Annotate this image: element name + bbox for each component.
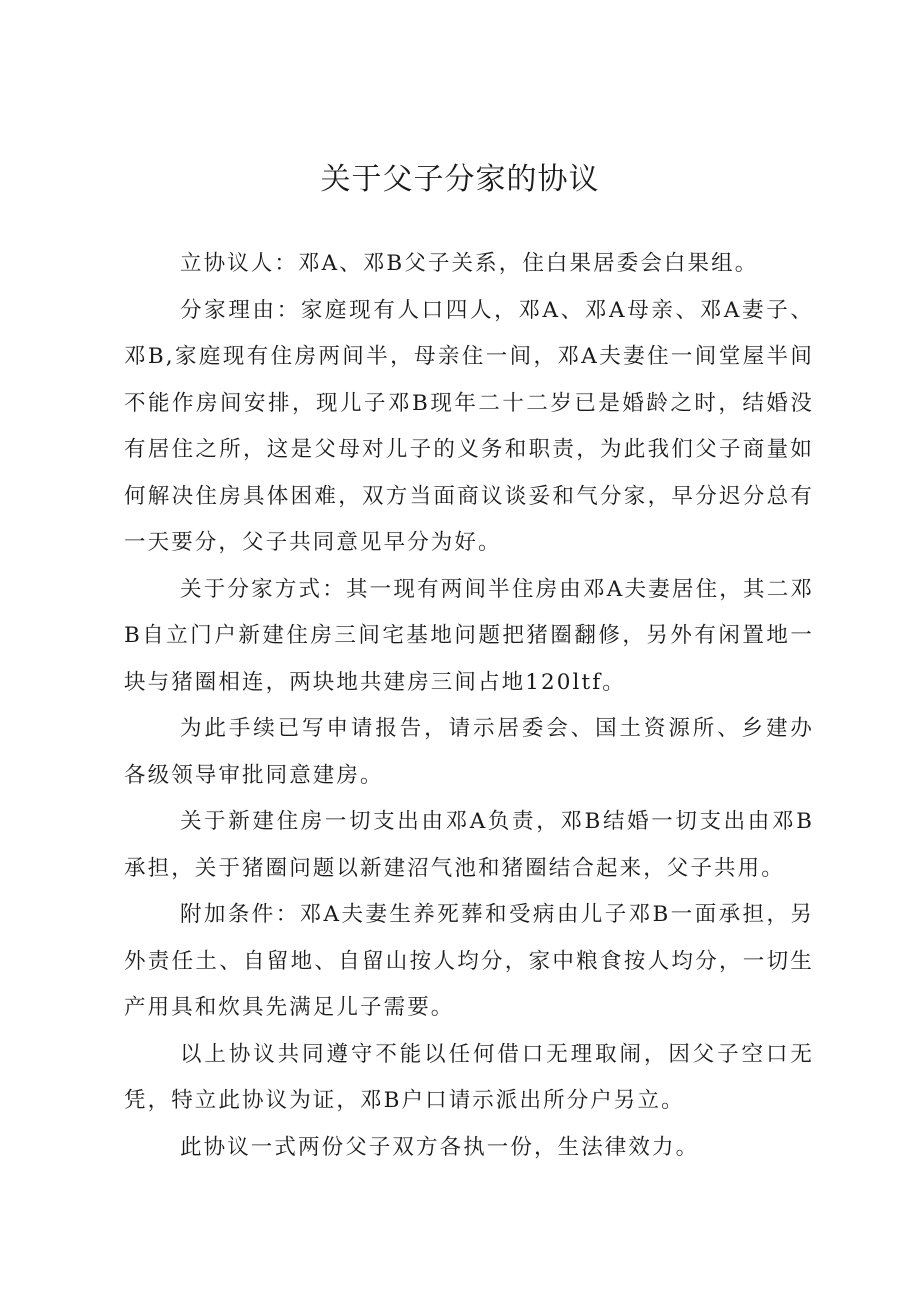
paragraph-parties: 立协议人：邓A、邓B父子关系，住白果居委会白果组。 [180,251,759,276]
document-title: 关于父子分家的协议 [320,162,600,197]
paragraph-compliance: 以上协议共同遵守不能以任何借口无理取闹，因父子空口无凭，特立此协议为证，邓B户口请示派出所分户另立。 [124,1041,814,1113]
paragraph-application: 为此手续已写申请报告，请示居委会、国土资源所、乡建办各级领导审批同意建房。 [124,716,814,788]
document-body [124,241,814,1171]
paragraph-copies: 此协议一式两份父子双方各执一份，生法律效力。 [180,1134,700,1160]
paragraph-conditions: 附加条件：邓A夫妻生养死葬和受病由儿子邓B一面承担，另外责任土、自留地、自留山按人均分，家中粮食按人均分，一切生产用具和炊具先满足儿子需要。 [124,902,814,1020]
paragraph-reason: 分家理由：家庭现有人口四人，邓A、邓A母亲、邓A妻子、邓B,家庭现有住房两间半，母亲住一间，邓A夫妻住一间堂屋半间不能作房间安排，现儿子邓B现年二十二岁已是婚龄之时，结婚没有居住之所，这是父母对儿子的义务和职责，为此我们父子商量如何解决住房具体困难，双方当面商议谈妥和气分家，早分迟分总有一天要分，父子共同意见早分为好。 [124,297,814,555]
paragraph-method: 关于分家方式：其一现有两间半住房由邓A夫妻居住，其二邓B自立门户新建住房三间宅基地问题把猪圈翻修，另外有闲置地一块与猪圈相连，两块地共建房三间占地120ltf。 [124,576,814,695]
paragraph-expenses: 关于新建住房一切支出由邓A负责，邓B结婚一切支出由邓B承担，关于猪圈问题以新建沼气池和猪圈结合起来，父子共用。 [124,809,814,881]
